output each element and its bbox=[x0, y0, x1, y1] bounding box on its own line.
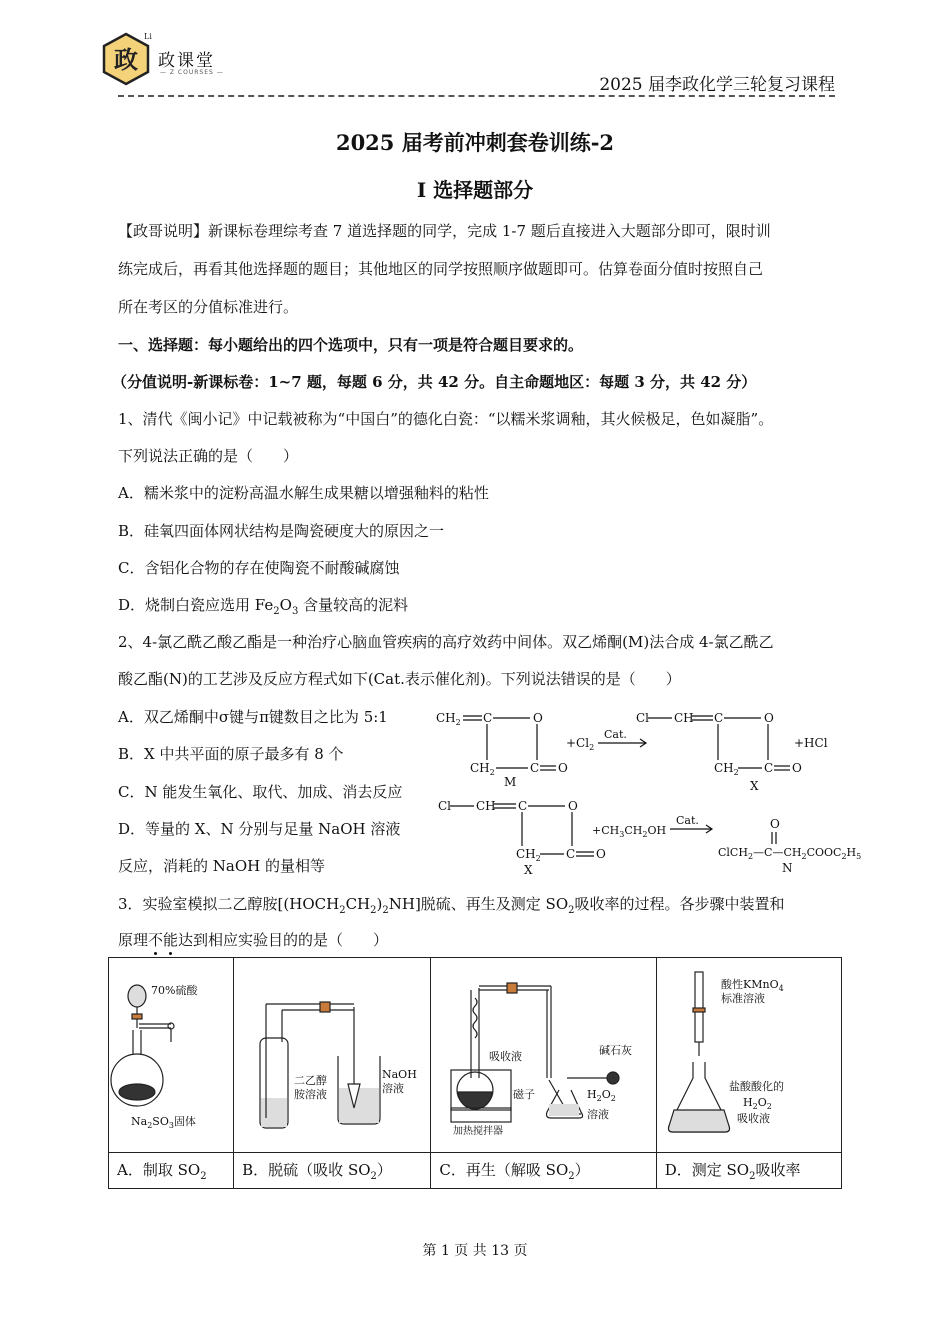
absorb-d-label: 吸收液 bbox=[736, 1112, 770, 1125]
lime-label: 碱石灰 bbox=[599, 1044, 633, 1057]
intro-line-1: 【政哥说明】新课标卷理综考查 7 道选择题的同学，完成 1-7 题后直接进入大题部分即可，限时训 bbox=[118, 222, 771, 240]
apparatus-b bbox=[234, 958, 431, 1153]
kmno4-label-1: 酸性KMnO$_4$ bbox=[720, 978, 784, 993]
x2-ch2-b: $CH_2$ bbox=[516, 847, 541, 863]
x2-o-b: O bbox=[596, 847, 606, 861]
score-note: （分值说明-新课标卷：1~7 题，每题 6 分，共 42 分。自主命题地区：每题 3 分，共 42 分） bbox=[112, 373, 757, 391]
flask-apparatus-icon bbox=[109, 958, 233, 1148]
q2-stem-2: 酸乙酯(N)的工艺涉及反应方程式如下(Cat.表示催化剂)。下列说法错误的是（ ） bbox=[118, 670, 681, 688]
h2o2-d-label: $H_2O_2$ bbox=[742, 1096, 772, 1111]
regeneration-apparatus-icon bbox=[431, 958, 655, 1148]
x2-cl: Cl bbox=[438, 799, 452, 813]
x-o-b: O bbox=[792, 761, 802, 775]
plus-cl2: $+Cl_2$ bbox=[566, 736, 595, 752]
gas-wash-apparatus-icon bbox=[234, 958, 430, 1148]
section-title: I 选择题部分 bbox=[416, 178, 534, 202]
q2-stem-1: 2、4-氯乙酰乙酸乙酯是一种治疗心脑血管疾病的高疗效药中间体。双乙烯酮(M)法合成 4-氯乙酰乙 bbox=[118, 633, 774, 651]
q1-option-b: B．硅氧四面体网状结构是陶瓷硬度大的原因之一 bbox=[118, 522, 445, 540]
cat-2: Cat. bbox=[676, 814, 699, 827]
titration-apparatus-icon bbox=[657, 958, 841, 1148]
q3-stem-2: 原理不能达到相应实验目的的是（ ） bbox=[118, 931, 389, 949]
x-c: C bbox=[714, 711, 724, 725]
label-m: M bbox=[504, 775, 517, 789]
reaction-scheme bbox=[430, 700, 880, 880]
stirrer-label: 加热搅拌器 bbox=[453, 1126, 504, 1137]
apparatus-d bbox=[656, 958, 841, 1153]
amine-label-1: 二乙醇 bbox=[294, 1074, 328, 1087]
plus-hcl: +HCl bbox=[794, 736, 828, 750]
q2-option-c: C．N 能发生氧化、取代、加成、消去反应 bbox=[118, 783, 403, 801]
x2-ch: CH bbox=[476, 799, 496, 813]
n-o: O bbox=[770, 817, 780, 831]
m-o: O bbox=[533, 711, 543, 725]
absorb-label: 吸收液 bbox=[489, 1050, 523, 1063]
apparatus-c bbox=[431, 958, 656, 1153]
h2o2-label: $H_2O_2$ bbox=[587, 1088, 617, 1103]
q2-option-b: B．X 中共平面的原子最多有 8 个 bbox=[118, 745, 344, 763]
m-o-b: O bbox=[558, 761, 568, 775]
acid-label: 70%硫酸 bbox=[151, 984, 198, 997]
logo-hexagon-icon bbox=[100, 30, 152, 88]
course-name: 2025 届李政化学三轮复习课程 bbox=[599, 75, 835, 95]
x-ch2-b: $CH_2$ bbox=[714, 761, 739, 777]
q2-option-a: A．双乙烯酮中σ键与π键数目之比为 5:1 bbox=[118, 708, 388, 726]
label-n: N bbox=[782, 861, 793, 875]
q2-option-d-1: D．等量的 X、N 分别与足量 NaOH 溶液 bbox=[118, 820, 401, 838]
x2-c: C bbox=[518, 799, 528, 813]
cat-1: Cat. bbox=[604, 728, 627, 741]
part-heading: 一、选择题：每小题给出的四个选项中，只有一项是符合题目要求的。 bbox=[118, 336, 584, 354]
brand-name: 政课堂 bbox=[158, 51, 215, 71]
page-title: 2025 届考前冲刺套卷训练-2 bbox=[335, 130, 615, 155]
q3-stem-1: 3．实验室模拟二乙醇胺$[(HOCH_2CH_2)_2NH]$脱硫、再生及测定 $SO_2$吸收率的过程。各步骤中装置和 bbox=[118, 895, 785, 916]
x-cl: Cl bbox=[636, 711, 650, 725]
m-ch2: $CH_2$ bbox=[436, 711, 461, 727]
label-b: B．脱硫（吸收 $SO_2$） bbox=[234, 1153, 431, 1189]
q2-option-d-2: 反应，消耗的 NaOH 的量相等 bbox=[118, 857, 325, 875]
m-c-b: C bbox=[530, 761, 540, 775]
solid-label: $Na_2SO_3$固体 bbox=[131, 1115, 196, 1130]
intro-line-2: 练完成后，再看其他选择题的题目；其他地区的同学按照顺序做题即可。估算卷面分值时按照自己 bbox=[118, 260, 764, 278]
q1-option-a: A．糯米浆中的淀粉高温水解生成果糖以增强釉料的粘性 bbox=[118, 484, 489, 502]
x-ch: CH bbox=[674, 711, 694, 725]
m-ch2-b: $CH_2$ bbox=[470, 761, 495, 777]
amine-label-2: 胺溶液 bbox=[294, 1088, 328, 1101]
x2-o: O bbox=[568, 799, 578, 813]
header-divider bbox=[118, 95, 835, 97]
q1-stem-1: 1、清代《闽小记》中记载被称为“中国白”的德化白瓷：“以糯米浆调釉，其火候极足，色如凝脂”。 bbox=[118, 410, 774, 428]
intro-line-3: 所在考区的分值标准进行。 bbox=[118, 298, 299, 316]
q1-option-c: C．含铝化合物的存在使陶瓷不耐酸碱腐蚀 bbox=[118, 559, 400, 577]
logo-char: 政 bbox=[114, 45, 138, 74]
experiment-table bbox=[108, 957, 842, 1189]
label-c: C．再生（解吸 $SO_2$） bbox=[431, 1153, 656, 1189]
label-x: X bbox=[750, 779, 759, 793]
magnet-label: 磁子 bbox=[513, 1088, 536, 1101]
page-footer: 第 1 页 共 13 页 bbox=[422, 1243, 528, 1259]
x-c-b: C bbox=[764, 761, 774, 775]
q1-option-d: D．烧制白瓷应选用 $Fe_2O_3$ 含量较高的泥料 bbox=[118, 596, 409, 617]
logo bbox=[100, 30, 152, 88]
kmno4-label-2: 标准溶液 bbox=[720, 992, 765, 1005]
hcl-label: 盐酸酸化的 bbox=[728, 1080, 784, 1093]
q1-stem-2: 下列说法正确的是（ ） bbox=[118, 447, 299, 465]
m-c: C bbox=[483, 711, 493, 725]
naoh-label-1: NaOH bbox=[382, 1068, 417, 1081]
label-x-2: X bbox=[524, 863, 533, 877]
label-d: D．测定 $SO_2$吸收率 bbox=[656, 1153, 841, 1189]
x2-c-b: C bbox=[566, 847, 576, 861]
n-formula: $ClCH_2—C—CH_2COOC_2H_5$ bbox=[718, 846, 862, 861]
logo-corner: Li bbox=[144, 32, 152, 41]
label-a: A．制取 $SO_2$ bbox=[109, 1153, 234, 1189]
brand-subtitle: — Z COURSES — bbox=[160, 69, 224, 76]
plus-ethanol-full: $+CH_3CH_2OH$ bbox=[592, 824, 667, 839]
apparatus-a bbox=[109, 958, 234, 1153]
h2o2-sol-label: 溶液 bbox=[587, 1108, 610, 1121]
naoh-label-2: 溶液 bbox=[382, 1082, 405, 1095]
x-o: O bbox=[764, 711, 774, 725]
